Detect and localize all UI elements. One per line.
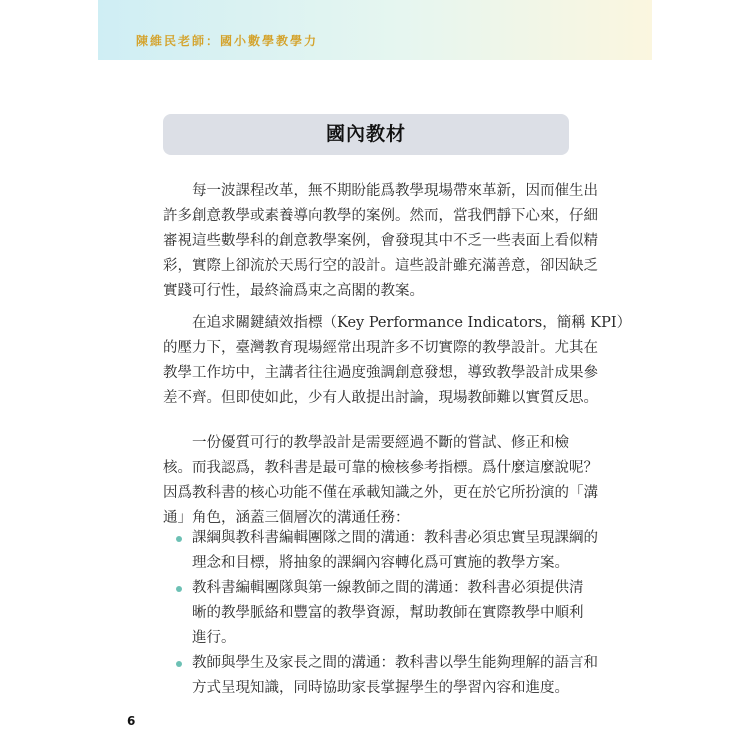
paragraph-line: 通」角色，涵蓋三個層次的溝通任務： — [163, 510, 410, 526]
paragraph-3 — [163, 431, 598, 531]
bullet-line: 教師與學生及家長之間的溝通：教科書以學生能夠理解的語言和 — [192, 655, 598, 671]
paragraph-line: 彩，實際上卻流於天馬行空的設計。這些設計雖充滿善意，卻因缺乏 — [163, 258, 598, 274]
paragraph-line: 每一波課程改革，無不期盼能爲教學現場帶來革新，因而催生出 — [192, 183, 598, 199]
paragraph-line: 許多創意教學或素養導向教學的案例。然而，當我們靜下心來，仔細 — [163, 208, 598, 224]
section-title: 國內教材 — [325, 123, 406, 145]
page-number: 6 — [127, 714, 136, 728]
paragraph-line: 在追求關鍵績效指標（Key Performance Indicators，簡稱 KPI） — [192, 315, 632, 331]
bullet-item — [163, 651, 598, 701]
paragraph-line: 實踐可行性，最終淪爲束之高閣的教案。 — [163, 283, 424, 299]
bullet-line: 方式呈現知識，同時協助家長掌握學生的學習內容和進度。 — [192, 680, 569, 696]
paragraph-1 — [163, 179, 598, 304]
bullet-line: 晰的教學脈絡和豐富的教學資源，幫助教師在實際教學中順利 — [192, 605, 584, 621]
bullet-line: 理念和目標，將抽象的課綱內容轉化爲可實施的教學方案。 — [192, 555, 569, 571]
paragraph-line: 教學工作坊中，主講者往往過度強調創意發想，導致教學設計成果參 — [163, 365, 598, 381]
running-header-title: 陳維民老師：國小數學教學力 — [136, 34, 319, 48]
bullet-item — [163, 576, 584, 651]
paragraph-line: 差不齊。但即使如此，少有人敢提出討論，現場教師難以實質反思。 — [163, 390, 598, 406]
book-page — [98, 0, 652, 750]
bullet-dot-icon — [176, 536, 182, 542]
paragraph-line: 因爲教科書的核心功能不僅在承載知識之外，更在於它所扮演的「溝 — [163, 485, 598, 501]
bullet-list — [163, 526, 598, 701]
bullet-line: 進行。 — [192, 630, 236, 646]
bullet-item — [163, 526, 598, 576]
paragraph-line: 審視這些數學科的創意教學案例，會發現其中不乏一些表面上看似精 — [163, 233, 598, 249]
paragraph-line: 一份優質可行的教學設計是需要經過不斷的嘗試、修正和檢 — [192, 435, 569, 451]
paragraph-2 — [163, 311, 632, 411]
paragraph-line: 的壓力下，臺灣教育現場經常出現許多不切實際的教學設計。尤其在 — [163, 340, 598, 356]
section-heading-box — [163, 114, 569, 155]
bullet-line: 課綱與教科書編輯團隊之間的溝通：教科書必須忠實呈現課綱的 — [192, 530, 598, 546]
header-band — [98, 0, 652, 60]
paragraph-line: 核。而我認爲，教科書是最可靠的檢核參考指標。爲什麼這麼說呢？ — [163, 460, 598, 476]
bullet-line: 教科書編輯團隊與第一線教師之間的溝通：教科書必須提供清 — [192, 580, 584, 596]
bullet-dot-icon — [176, 586, 182, 592]
bullet-dot-icon — [176, 661, 182, 667]
